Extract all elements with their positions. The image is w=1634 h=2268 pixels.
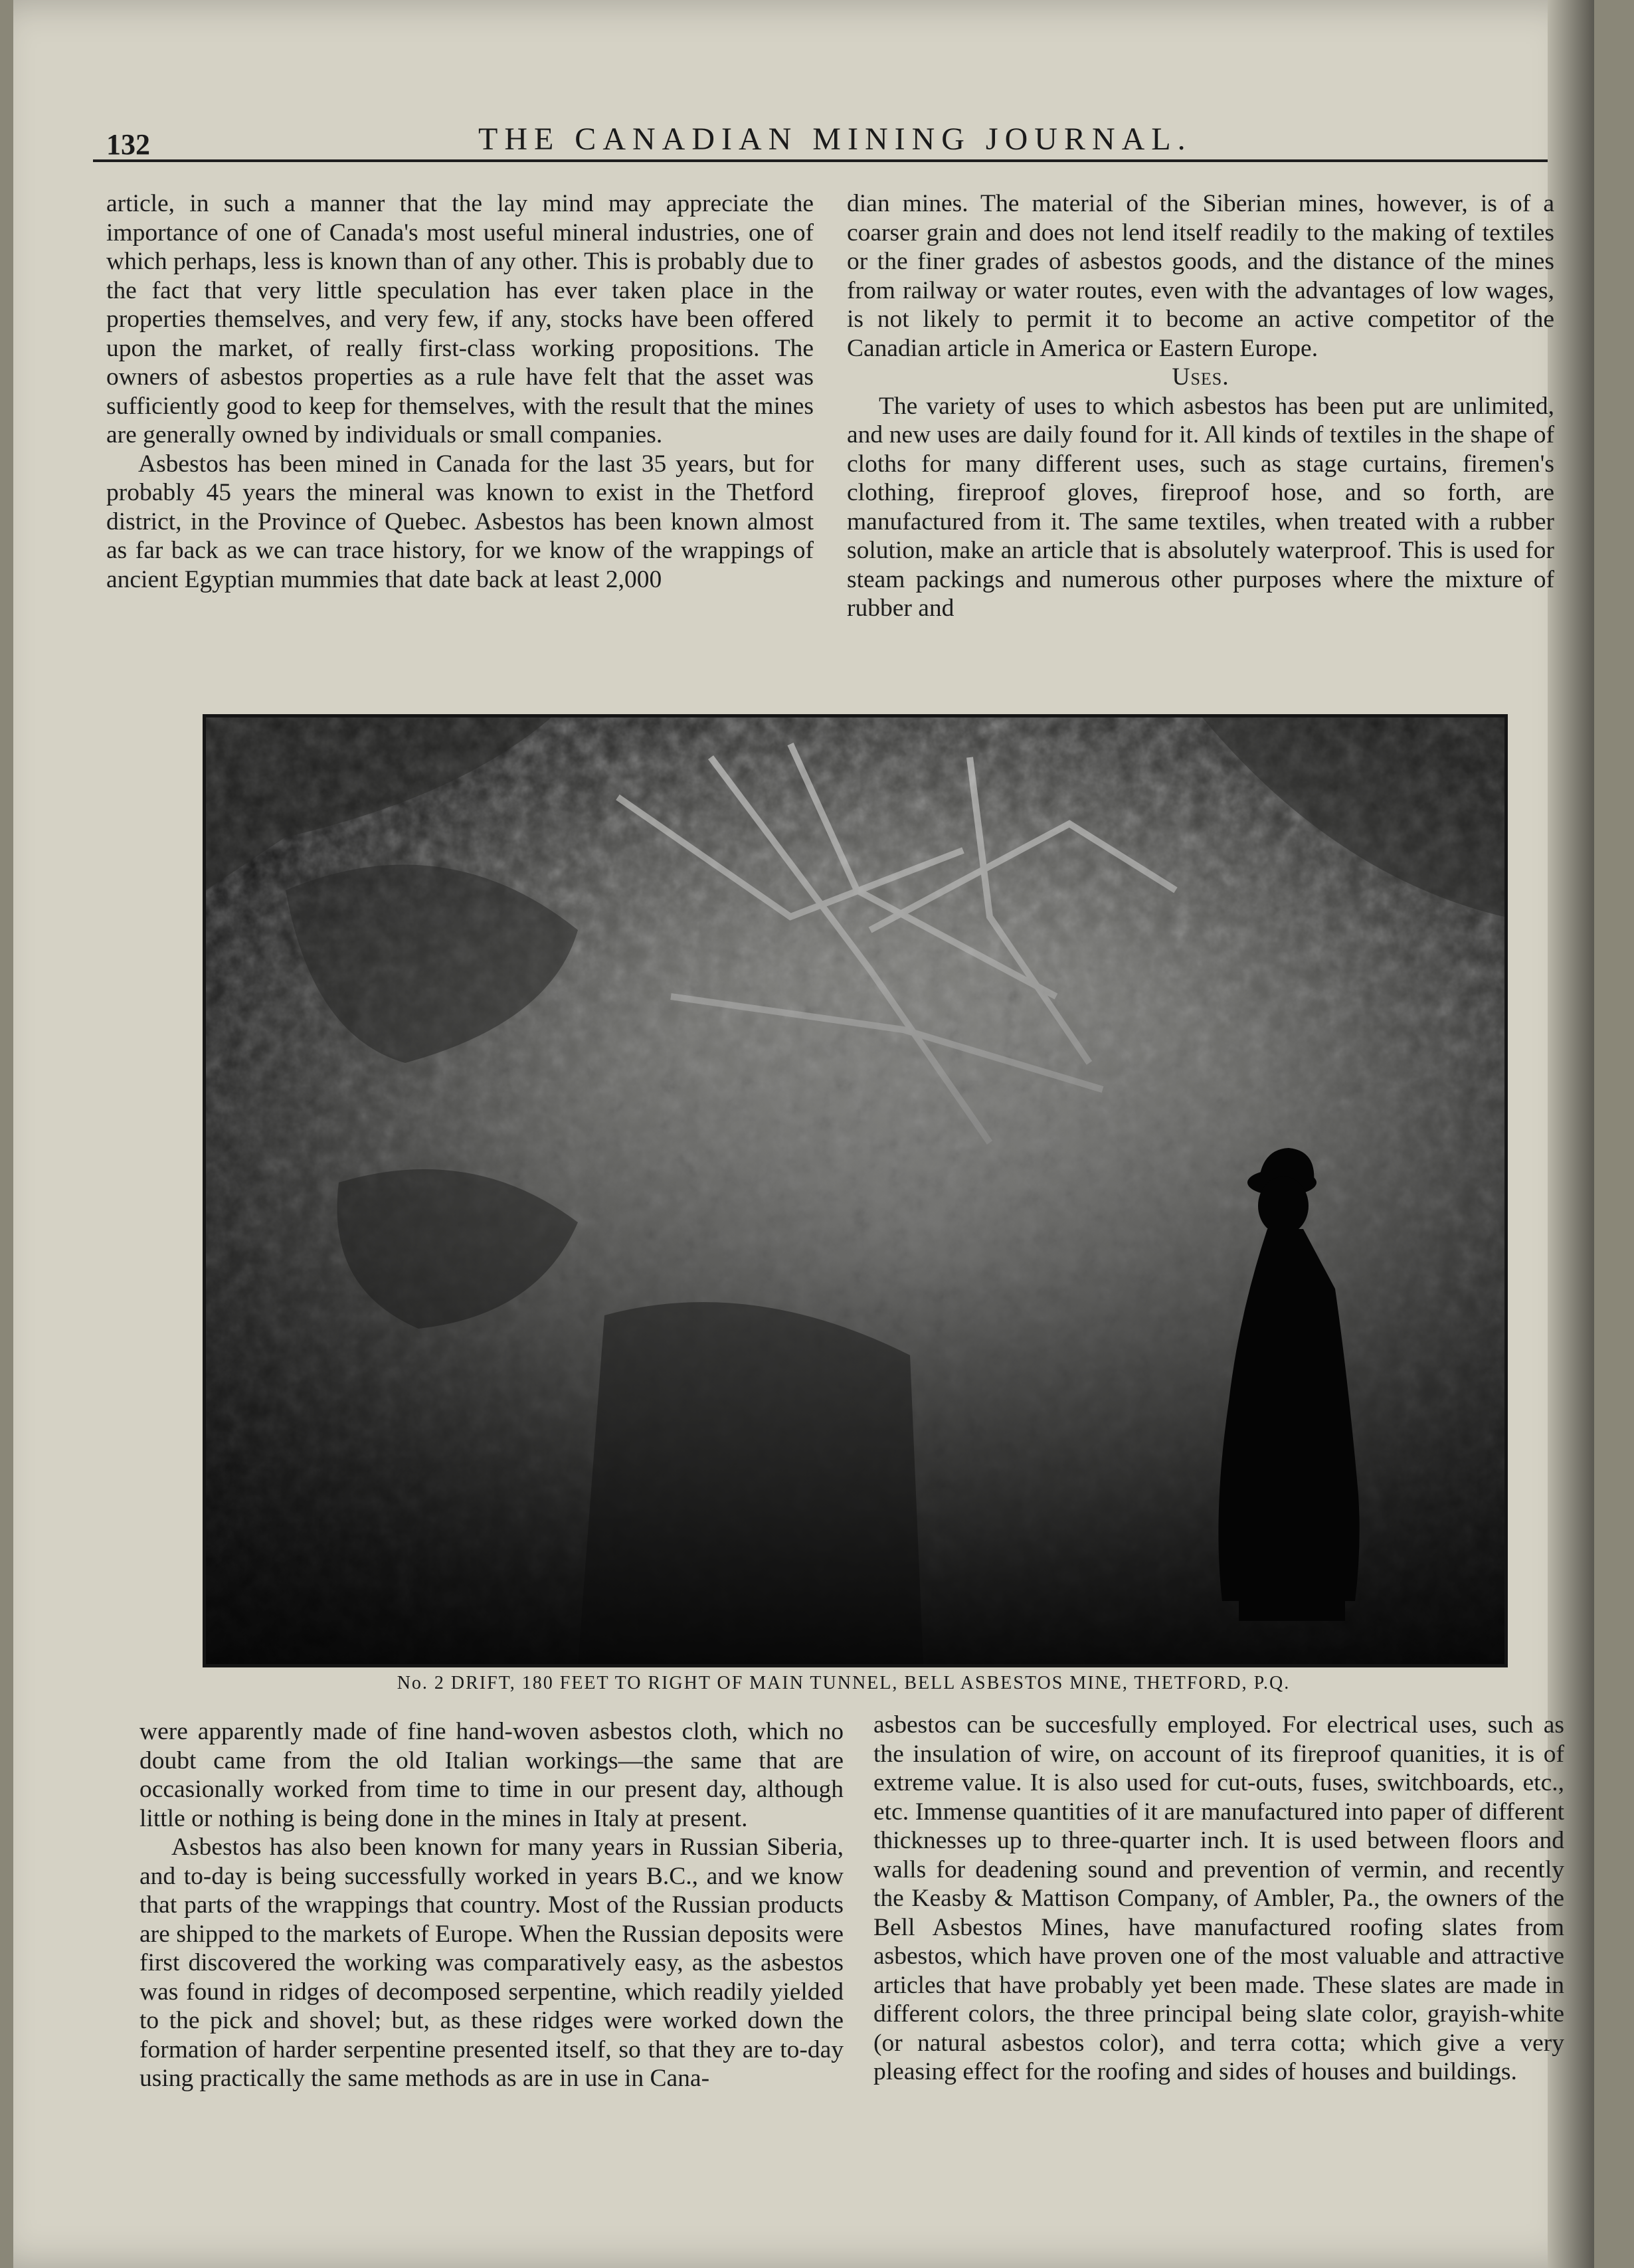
paragraph: Asbestos has also been known for many years in Russian Siberia, and to-day is being successfully worked in years B.C., and we know that parts of the wrappings that country. Most of the Russian products are shipped to the markets of Europe. When the Russian deposits were first discovered the working was comparatively easy, as the asbestos was found in ridges of decomposed serpentine, which readily yielded to the pick and shovel; but, as these ridges were worked down the formation of harder serpentine presented itself, so that they are to-day using practically the same methods as are in use in Cana- — [139, 1834, 844, 2092]
journal-title: THE CANADIAN MINING JOURNAL. — [478, 122, 1192, 157]
mine-photograph — [203, 714, 1508, 1667]
paragraph: The variety of uses to which asbestos has been put are unlimited, and new uses are daily found for it. All kinds of textiles in the shape of cloths for many different uses, such as stage curtains, firemen's clothing, fireproof gloves, fireproof hose, and so forth, are manufactured from it. The same textiles, when treated with a rubber solution, make an article that is absolutely waterproof. This is used for steam packings and numerous other purposes where the mixture of rubber and — [847, 392, 1554, 622]
photo-caption: No. 2 DRIFT, 180 FEET TO RIGHT OF MAIN TUNNEL, BELL ASBESTOS MINE, THETFORD, P.Q. — [397, 1673, 1291, 1693]
page-header — [93, 100, 1548, 162]
paragraph: dian mines. The material of the Siberian mines, however, is of a coarser grain and does not lend itself readily to the making of textiles or the finer grades of asbestos goods, and the distance of the mines from railway or water routes, even with the advantages of low wages, is not likely to permit it to become an active competitor of the Canadian article in America or Eastern Europe. — [847, 190, 1554, 362]
mine-tunnel-image — [206, 717, 1504, 1664]
right-column-top — [847, 189, 1554, 623]
page-number: 132 — [106, 128, 150, 161]
right-column-bottom — [873, 1711, 1564, 2087]
journal-page — [13, 0, 1594, 2268]
paragraph: Asbestos has been mined in Canada for the last 35 years, but for probably 45 years the mineral was known to exist in the Thetford district, in the Province of Quebec. Asbestos has been known almost as far back as we can trace history, for we know of the wrappings of ancient Egyptian mummies that date back at least 2,000 — [106, 450, 814, 593]
section-heading-uses: Uses. — [1172, 363, 1229, 391]
left-column-bottom — [139, 1717, 844, 2093]
paragraph: were apparently made of fine hand-woven asbestos cloth, which no doubt came from the old Italian workings—the same that are occasionally worked from time to time in our present day, although little or nothing is being done in the mines in Italy at present. — [139, 1718, 844, 1832]
paragraph: asbestos can be succesfully employed. For electrical uses, such as the insulation of wire, on account of its fireproof quanities, it is of extreme value. It is also used for cut-outs, fuses, switchboards, etc., etc. Immense quantities of it are manufactured into paper of different thicknesses up to three-quarter inch. It is used between floors and walls for deadening sound and prevention of vermin, and recently the Keasby & Mattison Company, of Ambler, Pa., the owners of the Bell Asbestos Mines, have manufactured roofing slates from asbestos, which have proven one of the most valuable and attractive articles that have probably yet been made. These slates are made in different colors, the three principal being slate color, grayish-white (or natural asbestos color), and terra cotta; which give a very pleasing effect for the roofing and sides of houses and buildings. — [873, 1711, 1564, 2085]
paragraph: article, in such a manner that the lay mind may appreciate the importance of one of Canada's most useful mineral industries, one of which perhaps, less is known than of any other. This is probably due to the fact that very little speculation has ever taken place in the properties themselves, and very few, if any, stocks have been offered upon the market, of really first-class working propositions. The owners of asbestos properties as a rule have felt that the asset was sufficiently good to keep for themselves, with the result that the mines are generally owned by individuals or small companies. — [106, 190, 814, 448]
left-column-top — [106, 189, 814, 594]
